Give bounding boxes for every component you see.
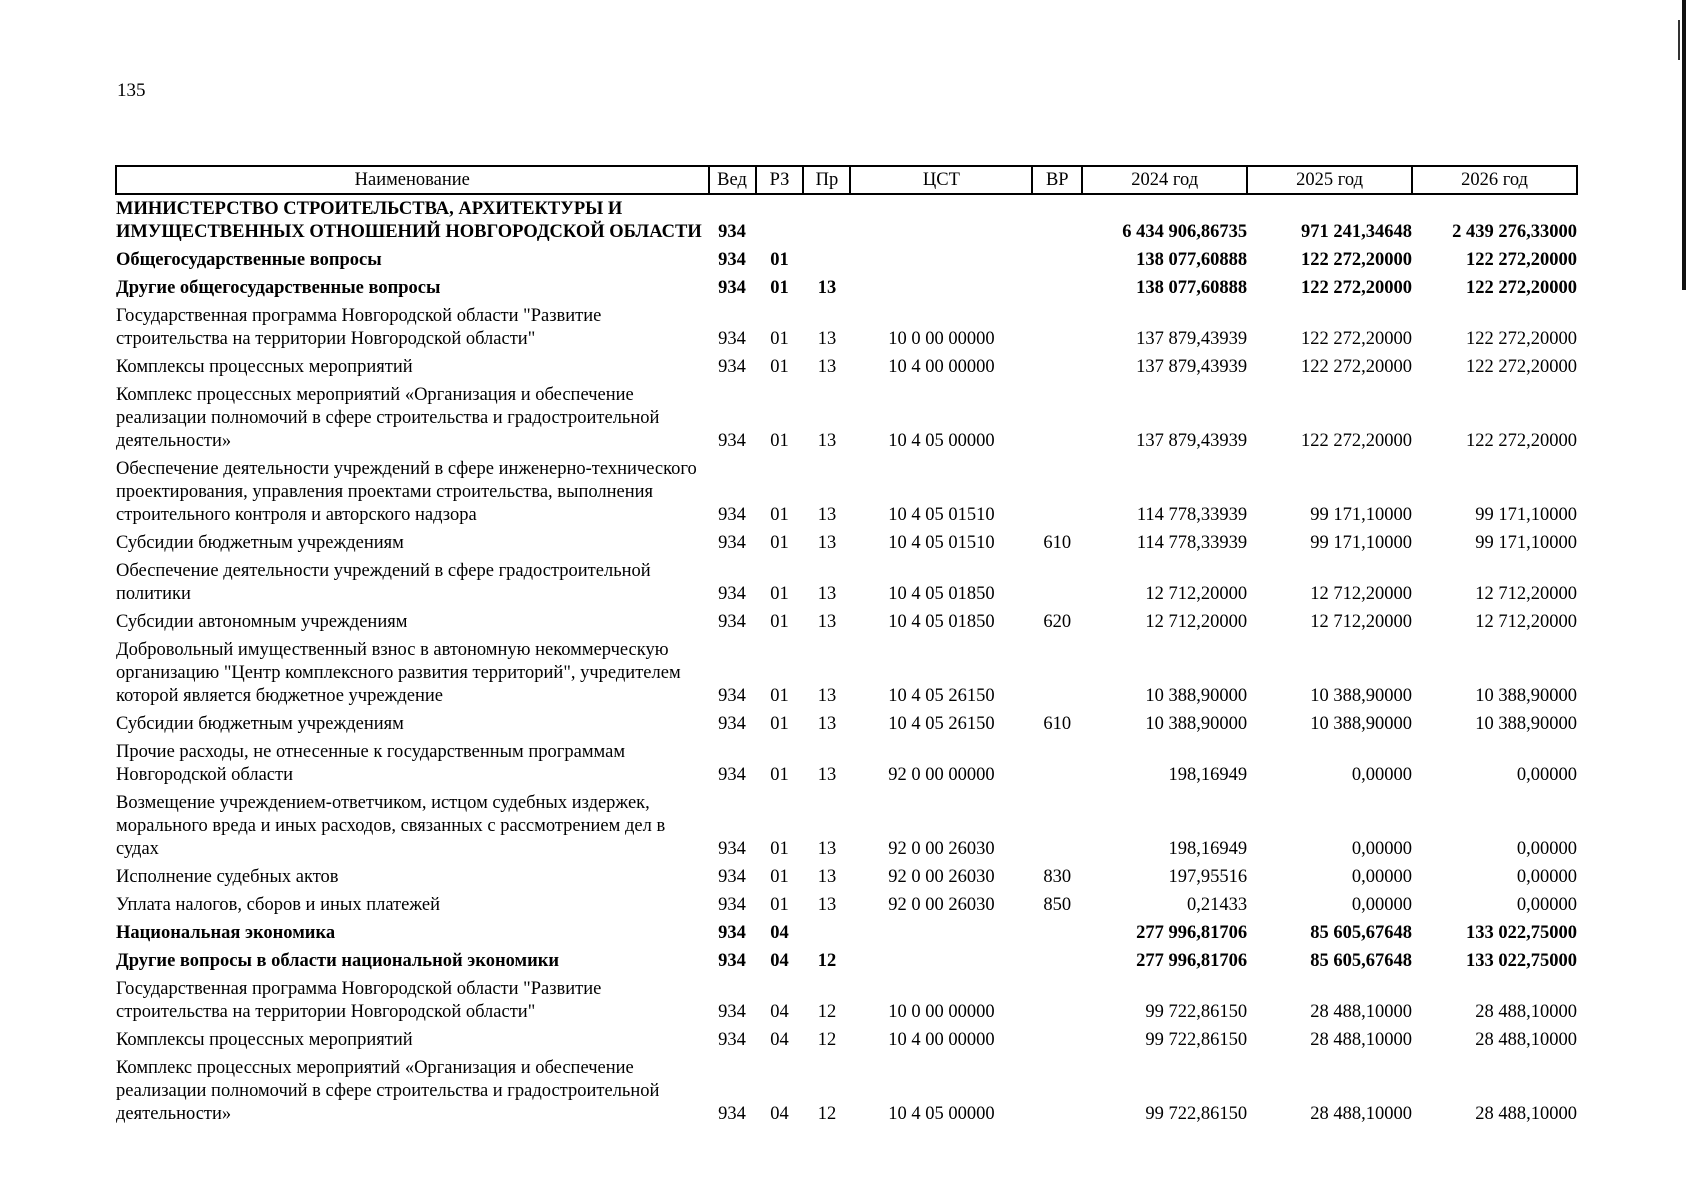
cell-ved: 934 <box>718 533 746 553</box>
cell-vr <box>1032 919 1082 947</box>
cell-y2025: 12 712,20000 <box>1310 584 1413 604</box>
table-row <box>116 738 1577 789</box>
cell-cst: 10 0 00 00000 <box>888 329 995 349</box>
cell-vr: 830 <box>1043 867 1072 887</box>
cell-vr <box>1032 738 1082 789</box>
cell-cst: 10 4 00 00000 <box>888 1030 995 1050</box>
cell-ved: 934 <box>718 923 746 943</box>
cell-y2026: 28 488,10000 <box>1475 1104 1577 1124</box>
cell-y2026: 10 388,90000 <box>1475 714 1577 734</box>
cell-rz: 01 <box>770 357 789 377</box>
cell-y2024: 99 722,86150 <box>1145 1104 1248 1124</box>
cell-cst: 10 4 00 00000 <box>888 357 995 377</box>
cell-ved: 934 <box>718 505 746 525</box>
cell-y2024: 197,95516 <box>1168 867 1248 887</box>
table-row <box>116 194 1577 246</box>
cell-ved: 934 <box>718 867 746 887</box>
table-row <box>116 789 1577 863</box>
cell-y2026: 12 712,20000 <box>1475 612 1577 632</box>
cell-cst: 92 0 00 26030 <box>888 867 995 887</box>
cell-ved: 934 <box>718 222 746 242</box>
header-rz: РЗ <box>756 166 804 194</box>
table-row <box>116 891 1577 919</box>
cell-y2024: 12 712,20000 <box>1145 612 1248 632</box>
cell-pr: 13 <box>817 612 837 632</box>
cell-y2024: 6 434 906,86735 <box>1122 222 1248 242</box>
cell-y2026: 122 272,20000 <box>1466 329 1577 349</box>
cell-y2025: 0,00000 <box>1351 839 1413 859</box>
header-pr: Пр <box>803 166 850 194</box>
cell-pr: 13 <box>817 278 837 298</box>
cell-name: Государственная программа Новгородской области "Развитие строительства на территории Новгородской области" <box>116 306 602 349</box>
cell-pr: 13 <box>817 431 837 451</box>
cell-y2026: 122 272,20000 <box>1466 431 1577 451</box>
cell-y2024: 137 879,43939 <box>1136 357 1248 377</box>
cell-pr: 13 <box>817 505 837 525</box>
cell-pr: 12 <box>817 1030 837 1050</box>
cell-pr: 13 <box>817 839 837 859</box>
cell-y2025: 10 388,90000 <box>1310 686 1413 706</box>
cell-ved: 934 <box>718 1002 746 1022</box>
cell-rz: 01 <box>770 895 789 915</box>
cell-y2026: 122 272,20000 <box>1466 250 1577 270</box>
cell-rz: 01 <box>770 329 789 349</box>
page-number: 135 <box>117 80 146 101</box>
cell-y2025: 0,00000 <box>1351 895 1413 915</box>
header-name: Наименование <box>116 166 709 194</box>
cell-rz: 04 <box>770 1002 789 1022</box>
cell-pr: 12 <box>817 1104 837 1124</box>
cell-ved: 934 <box>718 357 746 377</box>
cell-vr: 610 <box>1043 533 1072 553</box>
cell-rz: 04 <box>770 1030 789 1050</box>
cell-pr: 12 <box>817 1002 837 1022</box>
cell-y2024: 12 712,20000 <box>1145 584 1248 604</box>
cell-name: Обеспечение деятельности учреждений в сфере инженерно-технического проектирования, управления проектами строительства, выполнения строительного контроля и авторского надзора <box>116 459 697 525</box>
cell-rz: 04 <box>770 923 789 943</box>
cell-y2025: 12 712,20000 <box>1310 612 1413 632</box>
cell-vr <box>1032 455 1082 529</box>
cell-vr <box>1032 636 1082 710</box>
cell-ved: 934 <box>718 895 746 915</box>
cell-vr <box>1032 1026 1082 1054</box>
cell-name: Добровольный имущественный взнос в автономную некоммерческую организацию "Центр комплексного развития территорий", учредителем которой является бюджетное учреждение <box>116 640 681 706</box>
cell-y2025: 85 605,67648 <box>1310 951 1413 971</box>
cell-y2025: 971 241,34648 <box>1301 222 1413 242</box>
cell-y2024: 99 722,86150 <box>1145 1030 1248 1050</box>
cell-pr: 13 <box>817 686 837 706</box>
table-row <box>116 455 1577 529</box>
cell-name: Субсидии бюджетным учреждениям <box>116 533 404 553</box>
cell-ved: 934 <box>718 686 746 706</box>
cell-name: Другие вопросы в области национальной экономики <box>116 951 560 971</box>
cell-cst: 10 4 05 01510 <box>888 505 995 525</box>
cell-vr: 850 <box>1043 895 1072 915</box>
cell-ved: 934 <box>718 1030 746 1050</box>
cell-pr: 13 <box>817 357 837 377</box>
cell-y2024: 114 778,33939 <box>1136 505 1248 525</box>
cell-rz: 04 <box>770 951 789 971</box>
cell-y2026: 0,00000 <box>1516 867 1577 887</box>
cell-y2025: 122 272,20000 <box>1301 329 1413 349</box>
cell-cst: 10 4 05 01850 <box>888 584 995 604</box>
cell-y2024: 10 388,90000 <box>1145 714 1248 734</box>
cell-name: Комплекс процессных мероприятий «Организация и обеспечение реализации полномочий в сфере строительства и градостроительной деятельности» <box>116 385 660 451</box>
cell-ved: 934 <box>718 714 746 734</box>
cell-name: Субсидии автономным учреждениям <box>116 612 408 632</box>
cell-y2026: 0,00000 <box>1516 765 1577 785</box>
cell-y2024: 198,16949 <box>1168 765 1248 785</box>
table-body <box>116 194 1577 1128</box>
cell-rz: 01 <box>770 250 789 270</box>
header-2024: 2024 год <box>1082 166 1247 194</box>
cell-pr: 13 <box>817 714 837 734</box>
cell-y2024: 137 879,43939 <box>1136 329 1248 349</box>
cell-y2024: 10 388,90000 <box>1145 686 1248 706</box>
cell-y2024: 198,16949 <box>1168 839 1248 859</box>
cell-vr <box>1032 274 1082 302</box>
cell-ved: 934 <box>718 278 746 298</box>
table-row <box>116 529 1577 557</box>
cell-name: Национальная экономика <box>116 923 336 943</box>
cell-cst <box>850 194 1032 246</box>
cell-pr: 13 <box>817 895 837 915</box>
cell-y2025: 28 488,10000 <box>1310 1104 1413 1124</box>
cell-vr: 610 <box>1043 714 1072 734</box>
header-2026: 2026 год <box>1412 166 1577 194</box>
cell-pr <box>803 919 850 947</box>
cell-rz: 01 <box>770 686 789 706</box>
cell-vr <box>1032 302 1082 353</box>
cell-rz: 01 <box>770 505 789 525</box>
table-row <box>116 246 1577 274</box>
table-row <box>116 381 1577 455</box>
cell-pr: 13 <box>817 867 837 887</box>
cell-name: Субсидии бюджетным учреждениям <box>116 714 404 734</box>
cell-y2025: 122 272,20000 <box>1301 357 1413 377</box>
cell-ved: 934 <box>718 250 746 270</box>
cell-ved: 934 <box>718 431 746 451</box>
cell-ved: 934 <box>718 765 746 785</box>
table-header-row <box>116 166 1577 194</box>
cell-vr <box>1032 353 1082 381</box>
cell-y2024: 0,21433 <box>1187 895 1248 915</box>
cell-rz: 01 <box>770 839 789 859</box>
cell-name: МИНИСТЕРСТВО СТРОИТЕЛЬСТВА, АРХИТЕКТУРЫ И ИМУЩЕСТВЕННЫХ ОТНОШЕНИЙ НОВГОРОДСКОЙ ОБЛАСТИ <box>116 199 702 242</box>
cell-cst <box>850 919 1032 947</box>
cell-y2024: 99 722,86150 <box>1145 1002 1248 1022</box>
cell-ved: 934 <box>718 1104 746 1124</box>
cell-name: Комплексы процессных мероприятий <box>116 357 413 377</box>
cell-y2025: 99 171,10000 <box>1310 533 1413 553</box>
cell-y2026: 0,00000 <box>1516 895 1577 915</box>
cell-y2026: 28 488,10000 <box>1475 1002 1577 1022</box>
cell-y2026: 99 171,10000 <box>1475 533 1577 553</box>
cell-vr: 620 <box>1043 612 1072 632</box>
cell-pr <box>803 194 850 246</box>
cell-cst <box>850 246 1032 274</box>
cell-y2024: 138 077,60888 <box>1136 250 1248 270</box>
table-row <box>116 947 1577 975</box>
table-row <box>116 353 1577 381</box>
header-cst: ЦСТ <box>850 166 1032 194</box>
cell-y2026: 133 022,75000 <box>1466 951 1577 971</box>
cell-vr <box>1032 381 1082 455</box>
cell-pr: 13 <box>817 329 837 349</box>
cell-y2025: 28 488,10000 <box>1310 1030 1413 1050</box>
cell-y2024: 138 077,60888 <box>1136 278 1248 298</box>
cell-y2024: 277 996,81706 <box>1136 923 1248 943</box>
header-ved: Вед <box>709 166 756 194</box>
cell-ved: 934 <box>718 584 746 604</box>
cell-cst: 10 4 05 26150 <box>888 714 995 734</box>
cell-y2025: 99 171,10000 <box>1310 505 1413 525</box>
cell-y2025: 28 488,10000 <box>1310 1002 1413 1022</box>
cell-y2026: 122 272,20000 <box>1466 278 1577 298</box>
table-row <box>116 710 1577 738</box>
cell-pr: 12 <box>817 951 837 971</box>
cell-cst: 10 4 05 26150 <box>888 686 995 706</box>
table-row <box>116 557 1577 608</box>
cell-y2025: 122 272,20000 <box>1301 431 1413 451</box>
cell-ved: 934 <box>718 839 746 859</box>
scan-edge-mark-secondary <box>1678 20 1680 60</box>
cell-y2025: 85 605,67648 <box>1310 923 1413 943</box>
cell-name: Комплекс процессных мероприятий «Организация и обеспечение реализации полномочий в сфере строительства и градостроительной деятельности» <box>116 1058 660 1124</box>
header-2025: 2025 год <box>1247 166 1412 194</box>
cell-name: Государственная программа Новгородской области "Развитие строительства на территории Новгородской области" <box>116 979 602 1022</box>
cell-y2025: 0,00000 <box>1351 765 1413 785</box>
cell-y2025: 122 272,20000 <box>1301 250 1413 270</box>
cell-y2026: 10 388,90000 <box>1475 686 1577 706</box>
cell-y2024: 277 996,81706 <box>1136 951 1248 971</box>
table-row <box>116 274 1577 302</box>
cell-name: Комплексы процессных мероприятий <box>116 1030 413 1050</box>
table-row <box>116 863 1577 891</box>
cell-cst: 92 0 00 00000 <box>888 765 995 785</box>
cell-y2025: 0,00000 <box>1351 867 1413 887</box>
cell-cst: 10 0 00 00000 <box>888 1002 995 1022</box>
cell-vr <box>1032 975 1082 1026</box>
cell-rz: 01 <box>770 278 789 298</box>
cell-rz: 01 <box>770 533 789 553</box>
table-row <box>116 636 1577 710</box>
cell-rz: 04 <box>770 1104 789 1124</box>
cell-cst: 92 0 00 26030 <box>888 895 995 915</box>
cell-vr <box>1032 1054 1082 1128</box>
cell-name: Общегосударственные вопросы <box>116 250 382 270</box>
cell-rz <box>756 194 804 246</box>
cell-cst: 92 0 00 26030 <box>888 839 995 859</box>
cell-pr: 13 <box>817 584 837 604</box>
cell-y2026: 28 488,10000 <box>1475 1030 1577 1050</box>
cell-rz: 01 <box>770 584 789 604</box>
cell-vr <box>1032 947 1082 975</box>
table-row <box>116 975 1577 1026</box>
table-row <box>116 1054 1577 1128</box>
cell-cst: 10 4 05 00000 <box>888 1104 995 1124</box>
cell-cst: 10 4 05 01510 <box>888 533 995 553</box>
cell-vr <box>1032 557 1082 608</box>
cell-cst <box>850 947 1032 975</box>
cell-name: Другие общегосударственные вопросы <box>116 278 441 298</box>
cell-y2026: 12 712,20000 <box>1475 584 1577 604</box>
cell-pr: 13 <box>817 765 837 785</box>
cell-cst: 10 4 05 00000 <box>888 431 995 451</box>
cell-vr <box>1032 789 1082 863</box>
cell-name: Обеспечение деятельности учреждений в сфере градостроительной политики <box>116 561 651 604</box>
table-row <box>116 919 1577 947</box>
header-vr: ВР <box>1032 166 1082 194</box>
cell-ved: 934 <box>718 951 746 971</box>
cell-name: Уплата налогов, сборов и иных платежей <box>116 895 441 915</box>
cell-vr <box>1032 246 1082 274</box>
cell-y2026: 133 022,75000 <box>1466 923 1577 943</box>
cell-vr <box>1032 194 1082 246</box>
cell-name: Прочие расходы, не отнесенные к государственным программам Новгородской области <box>116 742 626 785</box>
cell-rz: 01 <box>770 867 789 887</box>
cell-y2025: 10 388,90000 <box>1310 714 1413 734</box>
cell-y2026: 2 439 276,33000 <box>1452 222 1577 242</box>
cell-y2024: 137 879,43939 <box>1136 431 1248 451</box>
cell-name: Исполнение судебных актов <box>116 867 339 887</box>
cell-cst <box>850 274 1032 302</box>
cell-y2026: 99 171,10000 <box>1475 505 1577 525</box>
table-row <box>116 302 1577 353</box>
cell-rz: 01 <box>770 714 789 734</box>
cell-rz: 01 <box>770 612 789 632</box>
cell-rz: 01 <box>770 431 789 451</box>
cell-pr <box>803 246 850 274</box>
cell-y2024: 114 778,33939 <box>1136 533 1248 553</box>
scan-edge-mark <box>1682 0 1686 290</box>
cell-y2025: 122 272,20000 <box>1301 278 1413 298</box>
table-row <box>116 608 1577 636</box>
cell-rz: 01 <box>770 765 789 785</box>
table-row <box>116 1026 1577 1054</box>
cell-y2026: 122 272,20000 <box>1466 357 1577 377</box>
cell-pr: 13 <box>817 533 837 553</box>
cell-ved: 934 <box>718 329 746 349</box>
budget-table <box>115 165 1578 1128</box>
cell-name: Возмещение учреждением-ответчиком, истцом судебных издержек, морального вреда и иных расходов, связанных с рассмотрением дел в судах <box>116 793 666 859</box>
cell-y2026: 0,00000 <box>1516 839 1577 859</box>
cell-ved: 934 <box>718 612 746 632</box>
cell-cst: 10 4 05 01850 <box>888 612 995 632</box>
